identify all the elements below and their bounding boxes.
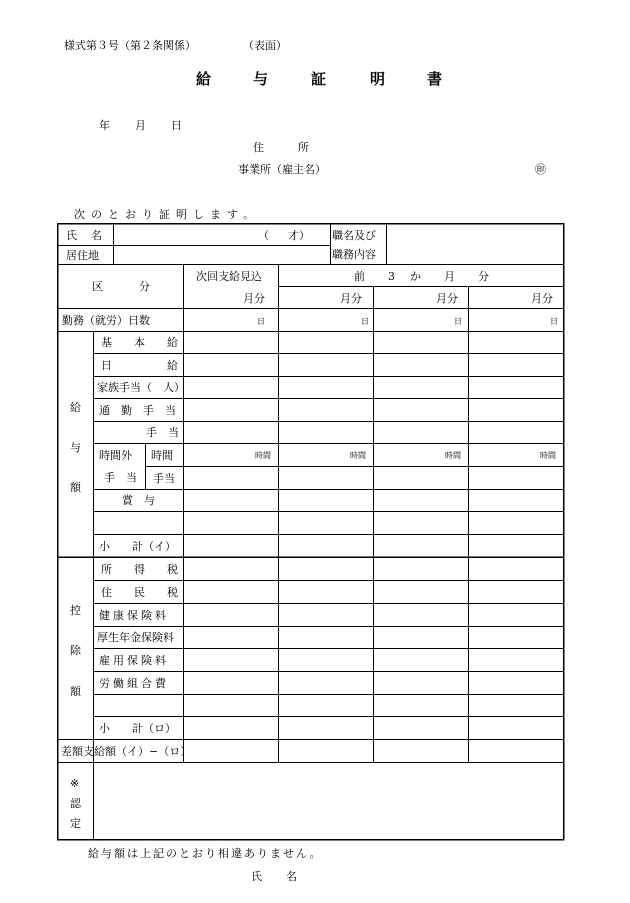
overtime-label-2: 手 当 [104, 471, 137, 484]
hour-unit-1: 時間 [255, 451, 271, 460]
daily-pay-1: 日 [101, 359, 112, 372]
family-allowance: 家族手当（ 人） [97, 381, 185, 394]
hour-unit-4: 時間 [540, 451, 556, 460]
month-unit-1: 月分 [243, 292, 265, 305]
other-allowance: 手 当 [146, 426, 179, 439]
bonus-label: 賞 与 [122, 494, 155, 507]
pension-label: 厚生年金保険料 [97, 631, 174, 644]
name-label-2: 名 [91, 229, 102, 242]
prev3-char-4: 月 [444, 270, 455, 283]
date-month: 月 [135, 119, 146, 132]
position-label-2: 職務内容 [332, 248, 376, 261]
name-label-1: 氏 [66, 229, 77, 242]
age-close: 才） [288, 229, 310, 242]
prev3-char-1: 前 [354, 270, 365, 283]
address-label-1: 住 [253, 141, 264, 154]
seal-mark: ㊞ [535, 163, 546, 176]
cert-label-2: 定 [70, 817, 81, 830]
category-label-1: 区 [92, 280, 103, 293]
commute-allowance: 通 勤 手 当 [99, 404, 176, 417]
footer-statement: 給与額は上記のとおり相違ありません。 [88, 847, 323, 860]
footer-name-label-2: 名 [286, 870, 297, 883]
title-char-1: 給 [196, 70, 212, 88]
basic-pay-3: 給 [167, 336, 178, 349]
net-pay-label: 差額支給額（イ）−（ロ） [61, 745, 192, 758]
title-char-3: 証 [311, 70, 327, 88]
prev3-char-3: か [410, 270, 421, 283]
date-day: 日 [171, 119, 182, 132]
overtime-hours-label: 時間 [151, 449, 173, 462]
title-char-5: 書 [427, 70, 443, 88]
prev3-char-2: 3 [388, 270, 395, 283]
cert-mark: ※ [70, 777, 80, 790]
month-unit-2: 月分 [340, 292, 362, 305]
form-side: （表面） [243, 39, 287, 52]
deduction-group-2: 除 [70, 644, 81, 657]
day-unit-1: 日 [257, 317, 265, 326]
form-number: 様式第３号（第２条関係） [64, 39, 196, 52]
salary-group-3: 額 [70, 481, 81, 494]
resident-tax-2: 民 [134, 586, 145, 599]
deduction-group-1: 控 [70, 604, 81, 617]
income-tax-2: 得 [134, 563, 145, 576]
residence-label: 居住地 [66, 249, 99, 262]
month-unit-4: 月分 [531, 292, 553, 305]
deduction-group-3: 額 [70, 685, 81, 698]
basic-pay-2: 本 [134, 336, 145, 349]
title-char-4: 明 [370, 70, 386, 88]
income-tax-1: 所 [101, 563, 112, 576]
overtime-allowance-label: 手当 [153, 472, 175, 485]
cert-label-1: 認 [70, 797, 81, 810]
date-year: 年 [99, 119, 110, 132]
title-char-2: 与 [253, 70, 269, 88]
basic-pay-1: 基 [101, 336, 112, 349]
salary-group-1: 給 [70, 401, 81, 414]
day-unit-2: 日 [361, 317, 369, 326]
day-unit-4: 日 [550, 317, 558, 326]
health-insurance-label: 健康保険料 [99, 609, 169, 622]
workdays-label: 勤務（就労）日数 [62, 314, 150, 327]
subtotal-a-label: 小 計（イ） [99, 540, 176, 553]
age-open: （ [258, 229, 269, 242]
intro-text: 次のとおり証明します。 [74, 208, 261, 221]
subtotal-b-label: 小 計（ロ） [99, 722, 176, 735]
prev3-char-5: 分 [478, 270, 489, 283]
category-label-2: 分 [139, 280, 150, 293]
employment-insurance-label: 雇用保険料 [99, 654, 169, 667]
salary-group-2: 与 [70, 441, 81, 454]
position-label-1: 職名及び [332, 229, 376, 242]
next-pay-label: 次回支給見込 [196, 270, 262, 283]
resident-tax-1: 住 [101, 586, 112, 599]
resident-tax-3: 税 [167, 586, 178, 599]
hour-unit-2: 時間 [350, 451, 366, 460]
address-label-2: 所 [298, 141, 309, 154]
union-fee-label: 労働組合費 [99, 677, 169, 690]
overtime-label: 時間外 [99, 449, 132, 462]
income-tax-3: 税 [167, 563, 178, 576]
employer-label: 事業所（雇主名） [238, 163, 326, 176]
hour-unit-3: 時間 [445, 451, 461, 460]
daily-pay-2: 給 [167, 359, 178, 372]
month-unit-3: 月分 [436, 292, 458, 305]
day-unit-3: 日 [454, 317, 462, 326]
footer-name-label-1: 氏 [251, 870, 262, 883]
